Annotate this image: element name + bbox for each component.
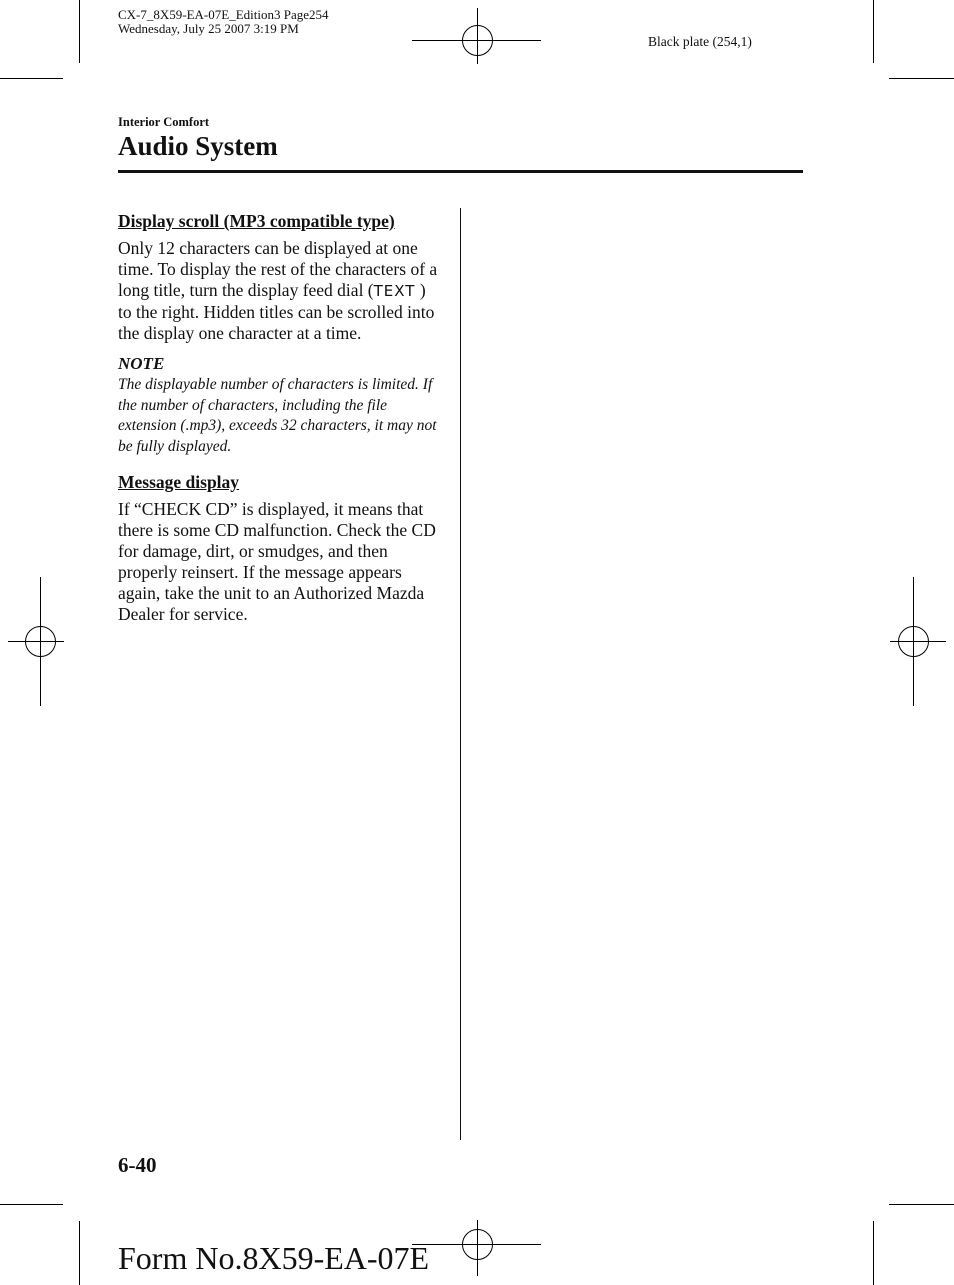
print-info <box>118 8 329 36</box>
title-rule <box>118 170 803 173</box>
form-number: Form No.8X59-EA-07E <box>118 1240 430 1276</box>
display-scroll-heading: Display scroll (MP3 compatible type) <box>118 211 395 231</box>
text-key-label: TEXT <box>373 282 416 300</box>
main-content <box>118 210 438 634</box>
message-display-heading: Message display <box>118 472 240 493</box>
print-date-line: Wednesday, July 25 2007 3:19 PM <box>118 21 299 36</box>
page-title: Audio System <box>118 131 278 161</box>
note-label: NOTE <box>118 354 165 373</box>
display-scroll-text-before: Only 12 characters can be displayed at one time. To display the rest of the characters of a long title, turn the display feed dial ( <box>118 238 438 300</box>
message-display-paragraph: If “CHECK CD” is displayed, it means that there is some CD malfunction. Check the CD for damage, dirt, or smudges, and then properly reinsert. If the message appears again, take the unit to an Authorized Mazda Dealer for service. <box>118 499 436 625</box>
page-number: 6-40 <box>118 1153 157 1177</box>
display-scroll-text-after: ) to the right. Hidden titles can be scrolled into the display one character at a time. <box>118 280 435 343</box>
plate-info: Black plate (254,1) <box>648 34 752 49</box>
note-text: The displayable number of characters is limited. If the number of characters, including the file extension (.mp3), exceeds 32 characters, it may not be fully displayed. <box>118 376 437 455</box>
section-label: Interior Comfort <box>118 115 210 129</box>
print-file-line: CX-7_8X59-EA-07E_Edition3 Page254 <box>118 7 329 22</box>
column-divider <box>460 208 461 1140</box>
display-scroll-paragraph <box>118 238 438 344</box>
